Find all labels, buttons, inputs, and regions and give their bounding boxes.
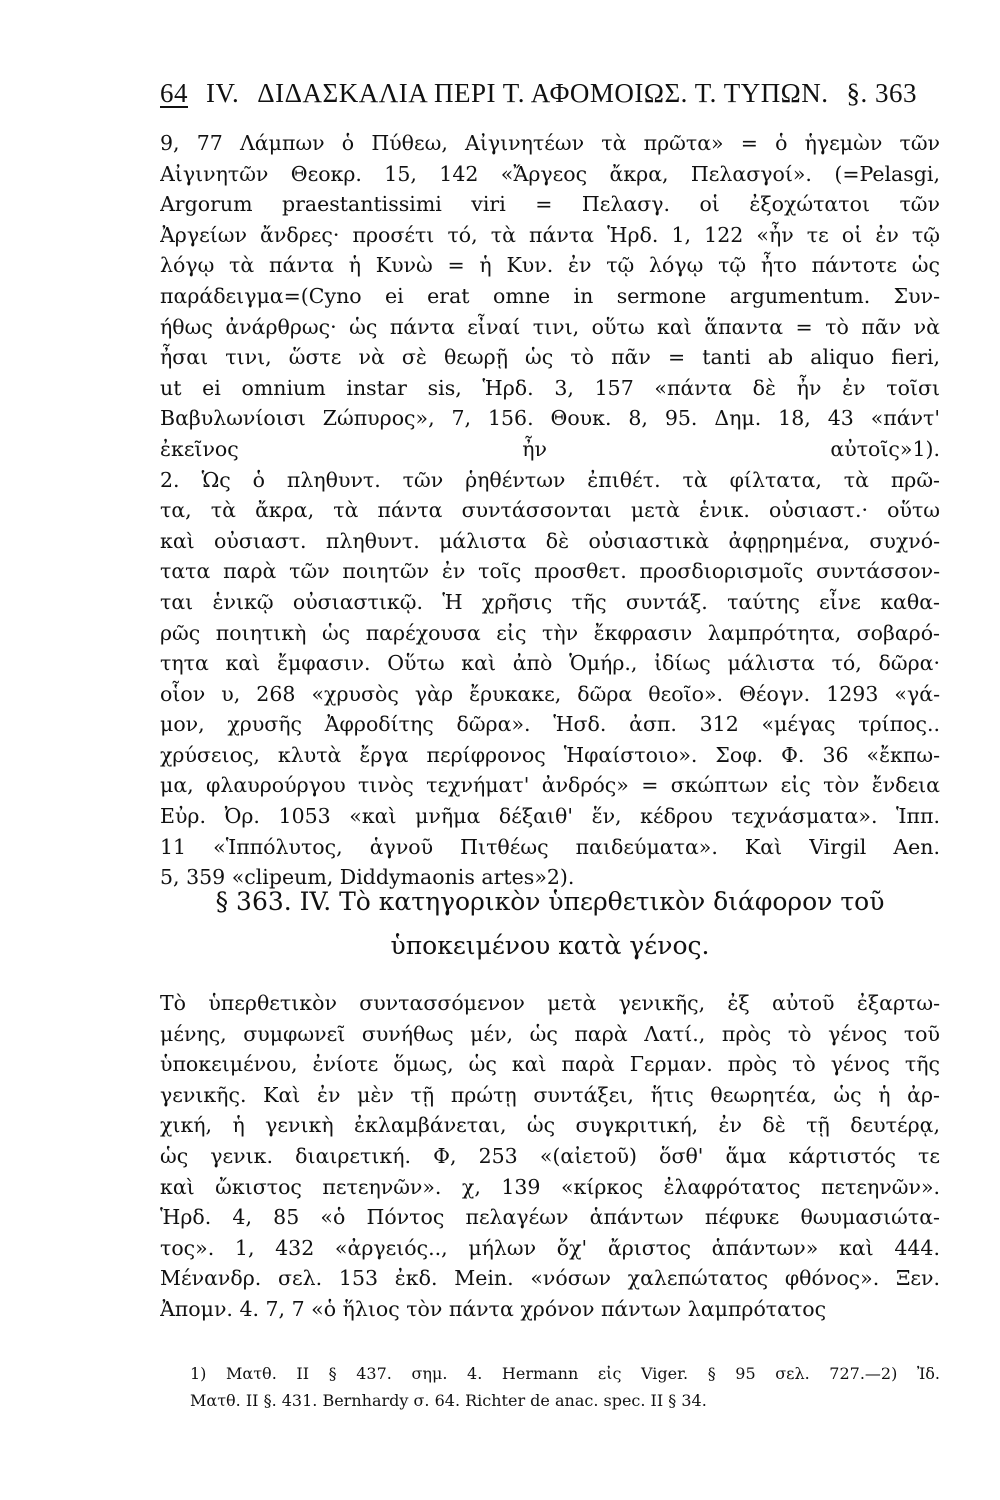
text-line: [160, 1233, 940, 1264]
text-line-text: Ἡρδ. 4, 85 «ὁ Πόντος πελαγέων ἁπάντων πέφυκε θωυμασιώτα-: [160, 1205, 940, 1230]
section-heading-line-2: ὑποκειμένου κατὰ γένος.: [390, 931, 710, 960]
text-line-text: ὡς γενικ. διαιρετική. Φ, 253 «(αἰετοῦ) ὅσθ' ἅμα κάρτιστός τε: [160, 1143, 940, 1168]
footnote-line: [190, 1360, 940, 1387]
text-line-text: οἷον υ, 268 «χρυσὸς γὰρ ἔρυκακε, δῶρα θεοῖο». Θέογν. 1293 «γά-: [160, 681, 940, 706]
text-line: [160, 159, 940, 190]
text-line-text: 2. Ὡς ὁ πληθυντ. τῶν ῥηθέντων ἐπιθέτ. τὰ φίλτατα, τὰ πρῶ-: [160, 467, 940, 492]
text-line-text: τος». 1, 432 «ἀργειός.., μήλων ὄχ' ἄριστος ἁπάντων» καὶ 444.: [160, 1235, 940, 1260]
text-line: [160, 1049, 940, 1080]
text-line-text: 11 «Ἱππόλυτος, ἁγνοῦ Πιτθέως παιδεύματα». Καὶ Virgil Aen.: [160, 834, 940, 859]
text-line-text: 9, 77 Λάμπων ὁ Πύθεω, Αἰγινητέων τὰ πρῶτα» = ὁ ἡγεμὼν τῶν: [160, 131, 940, 155]
section-heading-line-1: § 363. IV. Τὸ κατηγορικὸν ὑπερθετικὸν διάφορον τοῦ: [215, 887, 885, 916]
running-header: [160, 78, 940, 109]
text-line: [160, 403, 940, 434]
text-line-text: τητα καὶ ἔμφασιν. Οὕτω καὶ ἀπὸ Ὁμήρ., ἰδίως μάλιστα τό, δῶρα·: [160, 651, 940, 676]
text-line-text: Αἰγινητῶν Θεοκρ. 15, 142 «Ἄργεος ἄκρα, Πελασγοί». (=Pelasgi,: [160, 161, 940, 186]
body-text-top: [160, 128, 940, 893]
text-line: [160, 312, 940, 343]
text-line-text: Argorum praestantissimi viri = Πελασγ. οἱ ἐξοχώτατοι τῶν: [160, 192, 940, 217]
body-text-bottom: [160, 988, 940, 1325]
text-line: [160, 1141, 940, 1172]
page-number: 64: [160, 78, 188, 108]
text-line-text: Ἀπομν. 4. 7, 7 «ὁ ἥλιος τὸν πάντα χρόνον πάντων λαμπρότατος: [160, 1296, 827, 1321]
text-line-text: ἐκεῖνος ἦν αὐτοῖς»1).: [160, 436, 940, 461]
text-line-text: γενικῆς. Καὶ ἐν μὲν τῇ πρώτῃ συντάξει, ἥτις θεωρητέα, ὡς ἡ ἀρ-: [160, 1082, 940, 1107]
text-line-text: ὑποκειμένου, ἐνίοτε ὅμως, ὡς καὶ παρὰ Γερμαν. πρὸς τὸ γένος τῆς: [160, 1052, 940, 1077]
text-line-text: ρῶς ποιητικὴ ὡς παρέχουσα εἰς τὴν ἔκφρασιν λαμπρότητα, σοβαρό-: [160, 620, 940, 645]
text-line: [160, 1263, 940, 1294]
text-line: [160, 740, 940, 771]
footnote-line: [190, 1387, 940, 1414]
text-line: [160, 342, 940, 373]
text-line: [160, 648, 940, 679]
text-line: [160, 434, 940, 465]
section-heading: [210, 880, 890, 968]
header-title: ΔΙΔΑΣΚΑΛΙΑ ΠΕΡΙ Τ. ΑΦΟΜΟΙΩΣ. Τ. ΤΥΠΩΝ.: [257, 78, 829, 108]
text-line: [160, 128, 940, 159]
text-line-text: χική, ἡ γενικὴ ἐκλαμβάνεται, ὡς συγκριτική, ἐν δὲ τῇ δευτέρᾳ,: [160, 1113, 940, 1138]
footnotes: [190, 1360, 940, 1414]
text-line: [160, 1294, 940, 1325]
header-section-numeral: IV.: [206, 78, 240, 108]
text-line-text: καὶ οὐσιαστ. πληθυντ. μάλιστα δὲ οὐσιαστικὰ ἀφῃρημένα, συχνό-: [160, 528, 940, 553]
text-line: [160, 832, 940, 863]
text-line-text: Εὐρ. Ὀρ. 1053 «καὶ μνῆμα δέξαιθ' ἕν, κέδρου τεχνάσματα». Ἱππ.: [160, 804, 940, 829]
text-line-text: Μένανδρ. σελ. 153 ἐκδ. Mein. «νόσων χαλεπώτατος φθόνος». Ξεν.: [160, 1266, 940, 1291]
footnote-line-text: 1) Ματθ. II § 437. σημ. 4. Hermann εἰς Viger. § 95 σελ. 727.—2) Ἰδ.: [190, 1364, 940, 1383]
text-line-text: μα, φλαυρούργου τινὸς τεχνήματ' ἀνδρός» = σκώπτων εἰς τὸν ἔνδεια: [160, 773, 940, 798]
text-line: [160, 556, 940, 587]
header-paragraph-ref: §. 363: [846, 78, 917, 108]
text-line-text: τα, τὰ ἄκρα, τὰ πάντα συντάσσονται μετὰ ἑνικ. οὐσιαστ.· οὕτω: [160, 498, 940, 523]
text-line: [160, 220, 940, 251]
text-line-text: 5, 359 «clipeum, Diddymaonis artes»2).: [160, 865, 575, 890]
text-line-text: παράδειγμα=(Cyno ei erat omne in sermone argumentum. Συν-: [160, 283, 940, 308]
text-line-text: λόγῳ τὰ πάντα ἡ Κυνὼ = ἡ Κυν. ἐν τῷ λόγῳ τῷ ἦτο πάντοτε ὡς: [160, 253, 940, 278]
text-line: [160, 189, 940, 220]
text-line: [160, 1110, 940, 1141]
text-line: [160, 1172, 940, 1203]
text-line-text: ἦσαι τινι, ὥστε νὰ σὲ θεωρῇ ὡς τὸ πᾶν = tanti ab aliquo fieri,: [160, 345, 940, 370]
text-line: [160, 495, 940, 526]
text-line: [160, 618, 940, 649]
text-line: [160, 250, 940, 281]
text-line-text: Τὸ ὑπερθετικὸν συντασσόμενον μετὰ γενικῆς, ἐξ αὐτοῦ ἐξαρτω-: [160, 991, 940, 1015]
text-line-text: ται ἑνικῷ οὐσιαστικῷ. Ἡ χρῆσις τῆς συντάξ. ταύτης εἶνε καθα-: [160, 589, 940, 614]
text-line-text: ut ei omnium instar sis, Ἡρδ. 3, 157 «πάντα δὲ ἦν ἐν τοῖσι: [160, 375, 940, 400]
text-line-text: χρύσειος, κλυτὰ ἔργα περίφρονος Ἡφαίστοιο». Σοφ. Φ. 36 «ἔκπω-: [160, 742, 940, 767]
text-line: [160, 1080, 940, 1111]
text-line: [160, 281, 940, 312]
text-line: [160, 465, 940, 496]
text-line: [160, 770, 940, 801]
text-line: [160, 1202, 940, 1233]
text-line: [160, 988, 940, 1019]
text-line: [160, 526, 940, 557]
text-line-text: καὶ ὤκιστος πετεηνῶν». χ, 139 «κίρκος ἐλαφρότατος πετεηνῶν».: [160, 1174, 940, 1199]
text-line-text: τατα παρὰ τῶν ποιητῶν ἐν τοῖς προσθετ. προσδιορισμοῖς συντάσσον-: [160, 559, 940, 584]
text-line: [160, 1019, 940, 1050]
text-line-text: Ἀργείων ἄνδρες· προσέτι τό, τὰ πάντα Ἡρδ. 1, 122 «ἦν τε οἱ ἐν τῷ: [160, 222, 940, 247]
text-line: [160, 801, 940, 832]
footnote-line-text: Ματθ. II §. 431. Bernhardy σ. 64. Richter de anac. spec. II § 34.: [190, 1391, 707, 1410]
text-line: [160, 373, 940, 404]
text-line: [160, 679, 940, 710]
text-line-text: Βαβυλωνίοισι Ζώπυρος», 7, 156. Θουκ. 8, 95. Δημ. 18, 43 «πάντ': [160, 406, 940, 431]
text-line-text: ήθως ἀνάρθρως· ὡς πάντα εἶναί τινι, οὕτω καὶ ἅπαντα = τὸ πᾶν νὰ: [160, 314, 940, 339]
text-line-text: μένης, συμφωνεῖ συνήθως μέν, ὡς παρὰ Λατί., πρὸς τὸ γένος τοῦ: [160, 1021, 940, 1046]
text-line: [160, 709, 940, 740]
text-line-text: μον, χρυσῆς Ἀφροδίτης δῶρα». Ἡσδ. ἀσπ. 312 «μέγας τρίπος..: [160, 712, 940, 737]
text-line: [160, 587, 940, 618]
